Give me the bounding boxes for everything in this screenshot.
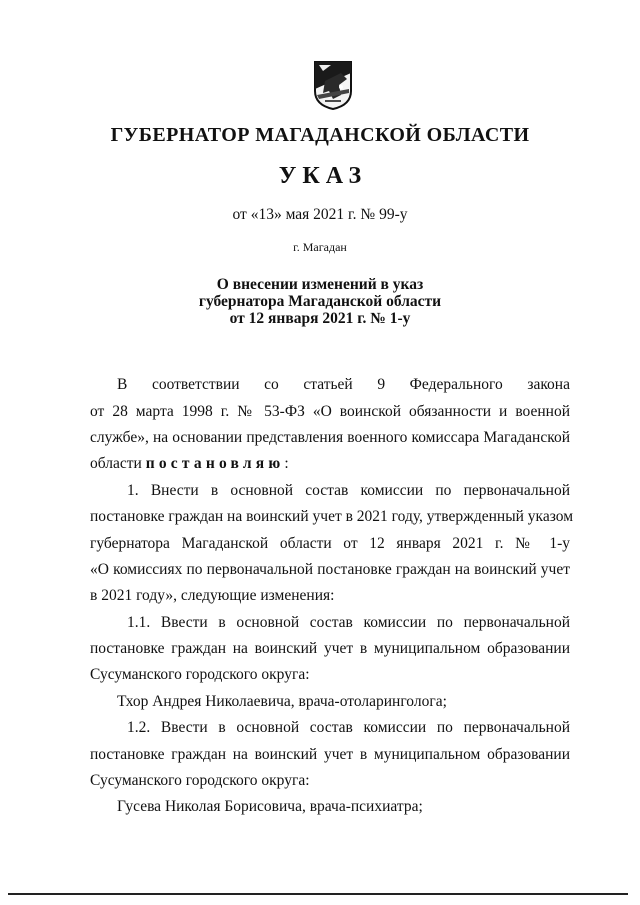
page-bottom-edge <box>8 893 628 895</box>
city-line: г. Магадан <box>293 240 347 254</box>
paragraph-line: постановке граждан на воинский учет в муниципальном образовании <box>90 640 570 657</box>
paragraph-line: постановке граждан на воинский учет в муниципальном образовании <box>90 746 570 763</box>
paragraph-line: 1.1. Ввести в основной состав комиссии по первоначальной <box>127 614 570 631</box>
subject-line: от 12 января 2021 г. № 1-у <box>229 310 411 327</box>
paragraph-line: Сусуманского городского округа: <box>90 772 310 789</box>
text-fragment: области <box>90 455 146 472</box>
paragraph-line: в 2021 году», следующие изменения: <box>90 587 335 604</box>
subject-line: О внесении изменений в указ <box>216 276 424 293</box>
subject-line: губернатора Магаданской области <box>198 293 442 310</box>
document-type: УКАЗ <box>278 163 368 189</box>
paragraph-line: Тхор Андрея Николаевича, врача-отоларинголога; <box>117 693 447 710</box>
organization-title: ГУБЕРНАТОР МАГАДАНСКОЙ ОБЛАСТИ <box>110 124 530 146</box>
paragraph-line: Сусуманского городского округа: <box>90 666 310 683</box>
paragraph-line: постановке граждан на воинский учет в 2021 году, утвержденный указом <box>90 508 574 525</box>
paragraph-line: 1. Внести в основной состав комиссии по первоначальной <box>127 482 570 499</box>
paragraph-line: губернатора Магаданской области от 12 января 2021 г. № 1-у <box>90 535 570 552</box>
paragraph-line: от 28 марта 1998 г. № 53-ФЗ «О воинской обязанности и военной <box>90 403 570 420</box>
paragraph-line: 1.2. Ввести в основной состав комиссии по первоначальной <box>127 719 570 736</box>
paragraph-line: «О комиссиях по первоначальной постановке граждан на воинский учет <box>90 561 570 578</box>
text-fragment: : <box>284 455 289 472</box>
decree-keyword: постановляю <box>145 455 285 472</box>
date-number-line: от «13» мая 2021 г. № 99-у <box>232 206 408 223</box>
coat-of-arms-icon <box>311 59 355 111</box>
paragraph-line: В соответствии со статьей 9 Федерального закона <box>117 376 570 393</box>
paragraph-line: Гусева Николая Борисовича, врача-психиатра; <box>117 798 423 815</box>
paragraph-line <box>90 454 570 474</box>
paragraph-line: службе», на основании представления военного комиссара Магаданской <box>90 429 570 446</box>
document-subject <box>0 276 640 327</box>
